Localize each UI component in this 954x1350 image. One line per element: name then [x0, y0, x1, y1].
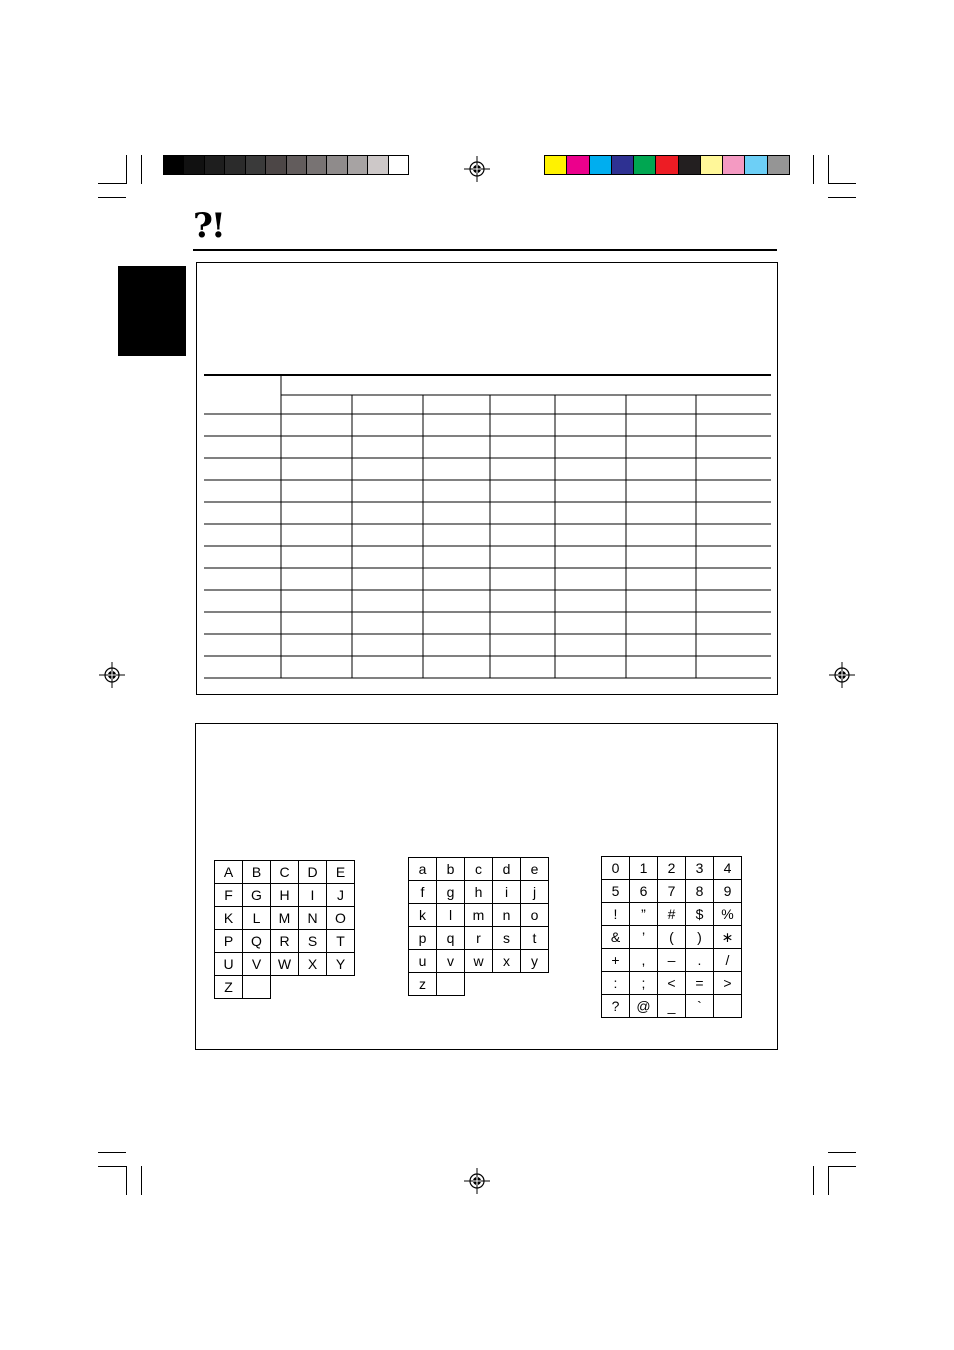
character-cell: [714, 995, 742, 1018]
crop-mark: [126, 1166, 127, 1195]
registration-mark-icon: [99, 662, 125, 688]
color-swatch: [567, 156, 589, 174]
character-cell: m: [465, 904, 493, 927]
grid-row: [215, 976, 355, 999]
character-cell: P: [215, 930, 243, 953]
character-cell: .: [686, 949, 714, 972]
character-cell: 5: [602, 880, 630, 903]
character-cell: C: [271, 861, 299, 884]
character-cell: _: [658, 995, 686, 1018]
character-cell: 8: [686, 880, 714, 903]
character-cell: F: [215, 884, 243, 907]
color-swatch: [164, 156, 184, 174]
crop-mark: [141, 155, 142, 184]
symbol-character-grid: [601, 856, 742, 1018]
character-cell: <: [658, 972, 686, 995]
color-swatch: [225, 156, 245, 174]
character-cell: $: [686, 903, 714, 926]
character-cell: ,: [630, 949, 658, 972]
character-cell: n: [493, 904, 521, 927]
character-cell: K: [215, 907, 243, 930]
character-cell: ): [686, 926, 714, 949]
character-cell: H: [271, 884, 299, 907]
grid-row: [409, 950, 549, 973]
character-cell: M: [271, 907, 299, 930]
crop-mark: [828, 183, 856, 184]
crop-mark: [828, 1166, 829, 1195]
grid-row: [215, 953, 355, 976]
color-swatch: [656, 156, 678, 174]
heading-rule: [193, 249, 777, 251]
character-cell: R: [271, 930, 299, 953]
character-cell: W: [271, 953, 299, 976]
color-swatch: [348, 156, 368, 174]
character-cell: i: [493, 881, 521, 904]
character-cell: o: [521, 904, 549, 927]
character-cell: ∗: [714, 926, 742, 949]
character-cell: –: [658, 949, 686, 972]
crop-mark: [126, 155, 127, 184]
grid-row: [602, 972, 742, 995]
registration-mark-icon: [464, 1168, 490, 1194]
grid-row: [215, 907, 355, 930]
character-cell: h: [465, 881, 493, 904]
character-cell: f: [409, 881, 437, 904]
color-swatch: [287, 156, 307, 174]
character-cell: L: [243, 907, 271, 930]
character-cell: A: [215, 861, 243, 884]
character-cell: I: [299, 884, 327, 907]
color-swatch: [634, 156, 656, 174]
registration-mark-icon: [829, 662, 855, 688]
character-cell: D: [299, 861, 327, 884]
color-swatch: [612, 156, 634, 174]
character-cell: u: [409, 950, 437, 973]
character-cell: S: [299, 930, 327, 953]
character-cell: V: [243, 953, 271, 976]
color-swatch: [768, 156, 789, 174]
color-bar: [544, 155, 790, 175]
grid-row: [602, 880, 742, 903]
data-table: [204, 373, 771, 681]
crop-mark: [828, 155, 829, 184]
grayscale-bar: [163, 155, 409, 175]
color-swatch: [246, 156, 266, 174]
color-swatch: [368, 156, 388, 174]
grid-row: [602, 857, 742, 880]
grid-row: [409, 927, 549, 950]
character-cell: t: [521, 927, 549, 950]
grid-gap: [271, 976, 299, 999]
character-cell: 1: [630, 857, 658, 880]
character-cell: [437, 973, 465, 996]
character-cell: p: [409, 927, 437, 950]
character-cell: a: [409, 858, 437, 881]
color-swatch: [327, 156, 347, 174]
character-cell: e: [521, 858, 549, 881]
color-swatch: [545, 156, 567, 174]
color-swatch: [723, 156, 745, 174]
grid-gap: [493, 973, 521, 996]
character-cell: U: [215, 953, 243, 976]
character-cell: %: [714, 903, 742, 926]
character-cell: N: [299, 907, 327, 930]
character-cell: Y: [327, 953, 355, 976]
character-cell: 2: [658, 857, 686, 880]
grid-row: [409, 881, 549, 904]
color-swatch: [590, 156, 612, 174]
grid-row: [409, 858, 549, 881]
grid-row: [602, 926, 742, 949]
character-cell: @: [630, 995, 658, 1018]
grid-gap: [465, 973, 493, 996]
grid-row: [409, 904, 549, 927]
color-swatch: [266, 156, 286, 174]
crop-mark: [813, 1166, 814, 1195]
question-exclamation-icon: ?!: [193, 206, 224, 246]
character-cell: Q: [243, 930, 271, 953]
character-cell: 0: [602, 857, 630, 880]
color-swatch: [389, 156, 408, 174]
character-cell: y: [521, 950, 549, 973]
crop-mark: [98, 1152, 126, 1153]
character-cell: x: [493, 950, 521, 973]
character-cell: k: [409, 904, 437, 927]
grid-row: [602, 949, 742, 972]
character-cell: /: [714, 949, 742, 972]
character-cell: T: [327, 930, 355, 953]
character-cell: J: [327, 884, 355, 907]
character-cell: ;: [630, 972, 658, 995]
character-cell: d: [493, 858, 521, 881]
color-swatch: [679, 156, 701, 174]
grid-gap: [299, 976, 327, 999]
crop-mark: [813, 155, 814, 184]
character-cell: :: [602, 972, 630, 995]
character-cell: O: [327, 907, 355, 930]
character-cell: c: [465, 858, 493, 881]
character-cell: E: [327, 861, 355, 884]
character-cell: 3: [686, 857, 714, 880]
crop-mark: [141, 1166, 142, 1195]
character-cell: +: [602, 949, 630, 972]
grid-row: [215, 861, 355, 884]
character-cell: r: [465, 927, 493, 950]
language-tab: [118, 266, 186, 356]
character-cell: #: [658, 903, 686, 926]
character-cell: !: [602, 903, 630, 926]
character-cell: ?: [602, 995, 630, 1018]
color-swatch: [184, 156, 204, 174]
registration-mark-icon: [464, 156, 490, 182]
character-cell: ’: [630, 926, 658, 949]
character-cell: b: [437, 858, 465, 881]
color-swatch: [745, 156, 767, 174]
character-cell: 4: [714, 857, 742, 880]
character-cell: 9: [714, 880, 742, 903]
color-swatch: [307, 156, 327, 174]
uppercase-character-grid: [214, 860, 355, 999]
character-cell: j: [521, 881, 549, 904]
character-cell: [243, 976, 271, 999]
crop-mark: [98, 1166, 126, 1167]
grid-row: [215, 930, 355, 953]
character-cell: v: [437, 950, 465, 973]
character-cell: g: [437, 881, 465, 904]
character-cell: s: [493, 927, 521, 950]
crop-mark: [828, 1152, 856, 1153]
character-cell: X: [299, 953, 327, 976]
grid-gap: [327, 976, 355, 999]
grid-row: [602, 903, 742, 926]
character-cell: Z: [215, 976, 243, 999]
lowercase-character-grid: [408, 857, 549, 996]
grid-row: [215, 884, 355, 907]
character-cell: `: [686, 995, 714, 1018]
character-cell: >: [714, 972, 742, 995]
color-swatch: [205, 156, 225, 174]
character-cell: l: [437, 904, 465, 927]
character-cell: z: [409, 973, 437, 996]
crop-mark: [828, 197, 856, 198]
crop-mark: [98, 197, 126, 198]
crop-mark: [828, 1166, 856, 1167]
character-cell: 7: [658, 880, 686, 903]
character-cell: (: [658, 926, 686, 949]
grid-row: [602, 995, 742, 1018]
character-cell: 6: [630, 880, 658, 903]
grid-gap: [521, 973, 549, 996]
character-cell: w: [465, 950, 493, 973]
character-cell: q: [437, 927, 465, 950]
character-cell: &: [602, 926, 630, 949]
character-cell: =: [686, 972, 714, 995]
crop-mark: [98, 183, 126, 184]
character-cell: B: [243, 861, 271, 884]
character-cell: ”: [630, 903, 658, 926]
grid-row: [409, 973, 549, 996]
character-cell: G: [243, 884, 271, 907]
color-swatch: [701, 156, 723, 174]
